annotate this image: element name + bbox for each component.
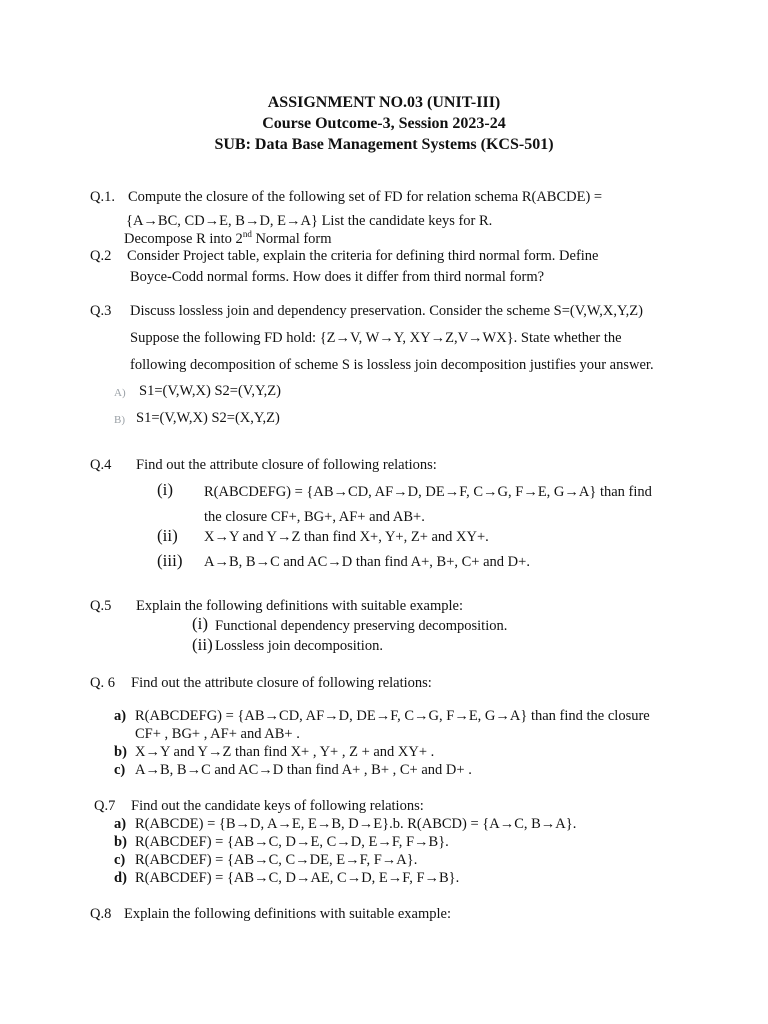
- q3-option-a: S1=(V,W,X) S2=(V,Y,Z): [139, 383, 281, 399]
- q1-line-1: Compute the closure of the following set of FD for relation schema R(ABCDE) =: [128, 189, 603, 205]
- q4-item-i-line-1: R(ABCDEFG) = {AB→CD, AF→D, DE→F, C→G, F→E, G→A} than find: [204, 484, 652, 500]
- q2-number: Q.2: [90, 248, 112, 264]
- course-outcome-line: Course Outcome-3, Session 2023-24: [262, 115, 506, 132]
- q1-line-3: Decompose R into 2nd Normal form: [124, 229, 332, 247]
- q2-line-1: Consider Project table, explain the criteria for defining third normal form. Define: [127, 248, 599, 264]
- subject-line: SUB: Data Base Management Systems (KCS-501): [214, 136, 554, 153]
- q7-item-a: R(ABCDE) = {B→D, A→E, E→B, D→E}.b. R(ABCD) = {A→C, B→A}.: [135, 816, 577, 832]
- q7-item-b-label: b): [114, 834, 127, 850]
- q5-item-ii: Lossless join decomposition.: [215, 638, 383, 654]
- q7-item-c: R(ABCDEF) = {AB→C, C→DE, E→F, F→A}.: [135, 852, 418, 868]
- q3-option-b-label: B): [114, 414, 125, 426]
- q4-item-iii-label: (iii): [157, 551, 183, 570]
- q6-item-c-label: c): [114, 762, 126, 778]
- q6-line-1: Find out the attribute closure of following relations:: [131, 675, 432, 691]
- q4-item-i-label: (i): [157, 480, 174, 499]
- q4-number: Q.4: [90, 457, 112, 473]
- q7-item-a-label: a): [114, 816, 127, 832]
- q4-item-ii-label: (ii): [157, 526, 178, 545]
- q3-option-a-label: A): [114, 387, 126, 399]
- q5-line-1: Explain the following definitions with suitable example:: [136, 598, 463, 614]
- q5-number: Q.5: [90, 598, 112, 614]
- q7-item-b: R(ABCDEF) = {AB→C, D→E, C→D, E→F, F→B}.: [135, 834, 449, 850]
- q4-item-i-line-2: the closure CF+, BG+, AF+ and AB+.: [204, 509, 425, 525]
- q5-item-ii-label: (ii): [192, 635, 213, 654]
- q6-item-b-label: b): [114, 744, 127, 760]
- q7-item-c-label: c): [114, 852, 126, 868]
- q3-option-b: S1=(V,W,X) S2=(X,Y,Z): [136, 410, 280, 426]
- q3-line-1: Discuss lossless join and dependency preservation. Consider the scheme S=(V,W,X,Y,Z): [130, 303, 643, 319]
- q4-item-ii: X→Y and Y→Z than find X+, Y+, Z+ and XY+.: [204, 529, 489, 545]
- q7-number: Q.7: [94, 798, 116, 814]
- q7-line-1: Find out the candidate keys of following relations:: [131, 798, 424, 814]
- q1-number: Q.1.: [90, 189, 115, 205]
- q4-line-1: Find out the attribute closure of following relations:: [136, 457, 437, 473]
- q6-item-a-line-2: CF+ , BG+ , AF+ and AB+ .: [135, 726, 300, 742]
- q1-line-2: {A→BC, CD→E, B→D, E→A} List the candidate keys for R.: [126, 213, 493, 229]
- q3-line-2: Suppose the following FD hold: {Z→V, W→Y, XY→Z,V→WX}. State whether the: [130, 330, 622, 346]
- q7-item-d: R(ABCDEF) = {AB→C, D→AE, C→D, E→F, F→B}.: [135, 870, 460, 886]
- q5-item-i: Functional dependency preserving decomposition.: [215, 618, 508, 634]
- q6-item-a-line-1: R(ABCDEFG) = {AB→CD, AF→D, DE→F, C→G, F→E, G→A} than find the closure: [135, 708, 650, 724]
- q6-number: Q. 6: [90, 675, 115, 691]
- q7-item-d-label: d): [114, 870, 127, 886]
- q3-number: Q.3: [90, 303, 112, 319]
- q8-line-1: Explain the following definitions with suitable example:: [124, 906, 451, 922]
- q8-number: Q.8: [90, 906, 112, 922]
- q6-item-b: X→Y and Y→Z than find X+ , Y+ , Z + and XY+ .: [135, 744, 435, 760]
- q4-item-iii: A→B, B→C and AC→D than find A+, B+, C+ and D+.: [204, 554, 530, 570]
- q2-line-2: Boyce-Codd normal forms. How does it differ from third normal form?: [130, 269, 545, 285]
- q6-item-c: A→B, B→C and AC→D than find A+ , B+ , C+ and D+ .: [135, 762, 472, 778]
- assignment-title: ASSIGNMENT NO.03 (UNIT-III): [267, 94, 501, 111]
- q6-item-a-label: a): [114, 708, 127, 724]
- q3-line-3: following decomposition of scheme S is lossless join decomposition justifies your answer.: [130, 357, 654, 373]
- q5-item-i-label: (i): [192, 614, 209, 633]
